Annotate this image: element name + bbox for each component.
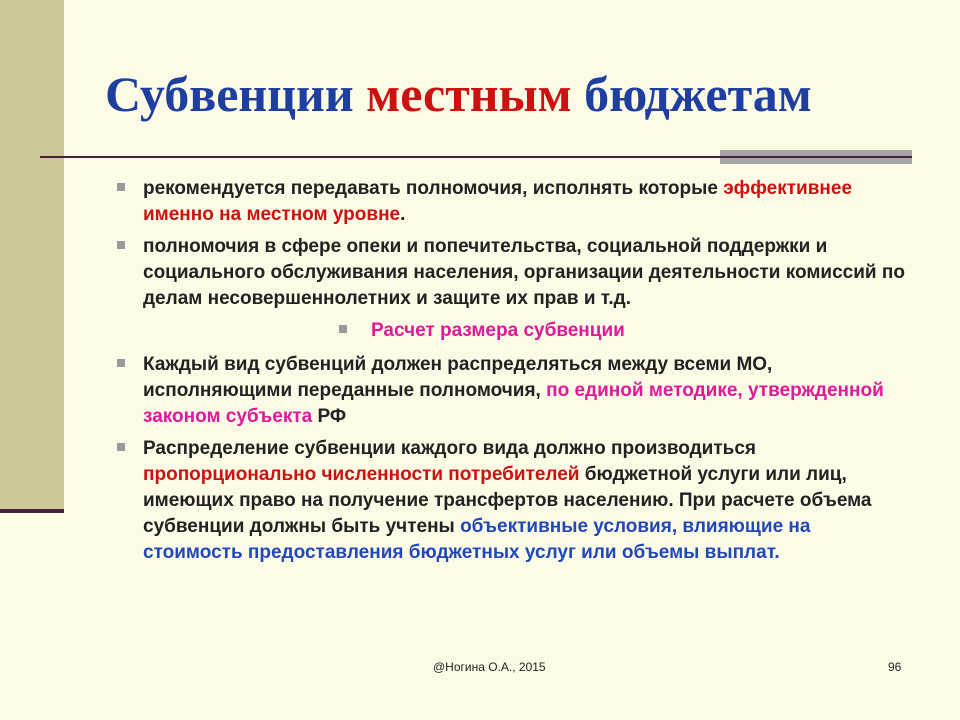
title-accent: местным	[366, 66, 572, 122]
item-4-tail: РФ	[317, 406, 347, 427]
left-decor-band-edge	[0, 509, 64, 513]
bullet-item-4	[115, 352, 915, 430]
item-3-text: Расчет размера субвенции	[371, 320, 625, 341]
item-1-tail: .	[400, 204, 406, 225]
footer-author: @Ногина О.А., 2015	[433, 660, 546, 674]
title-part-1: Субвенции	[105, 66, 367, 122]
square-bullet-icon	[117, 183, 125, 191]
divider-gray-bar	[720, 150, 912, 164]
slide-title	[105, 64, 925, 124]
item-5-middle: бюджетной услуги или лиц, имеющих право на получение трансфертов населению. При расчете объема субвенции должны быть учтены	[143, 464, 872, 537]
item-2-text: полномочия в сфере опеки и попечительства, социальной поддержки и социального обслуживания населения, организации деятельности комиссий по делам несовершеннолетних и защите их прав и т.д.	[143, 236, 905, 309]
square-bullet-icon	[117, 241, 125, 249]
bullet-item-3-subheading	[115, 318, 915, 344]
bullet-item-1	[115, 176, 915, 228]
item-5-highlight-red: пропорционально численности потребителей	[143, 464, 580, 485]
square-bullet-icon	[117, 359, 125, 367]
square-bullet-icon	[117, 443, 125, 451]
item-5-text: Распределение субвенции каждого вида должно производиться	[143, 438, 756, 459]
item-1-highlight: эффективнее именно на местном уровне	[143, 178, 853, 225]
item-4-text: Каждый вид субвенций должен распределяться между всеми МО, исполняющими переданные полномочия,	[143, 354, 773, 401]
item-5-highlight-blue: объективные условия, влияющие на стоимость предоставления бюджетных услуг или объемы выплат.	[143, 516, 811, 563]
page-number: 96	[888, 660, 902, 674]
square-bullet-icon	[339, 325, 347, 333]
item-4-highlight: по единой методике, утвержденной законом субъекта	[143, 380, 884, 427]
bullet-item-5	[115, 436, 915, 566]
bullet-item-2	[115, 234, 915, 312]
title-part-3: бюджетам	[571, 66, 812, 122]
item-1-text: рекомендуется передавать полномочия, исполнять которые	[143, 178, 724, 199]
left-decor-band	[0, 0, 64, 513]
slide-content	[115, 176, 915, 572]
